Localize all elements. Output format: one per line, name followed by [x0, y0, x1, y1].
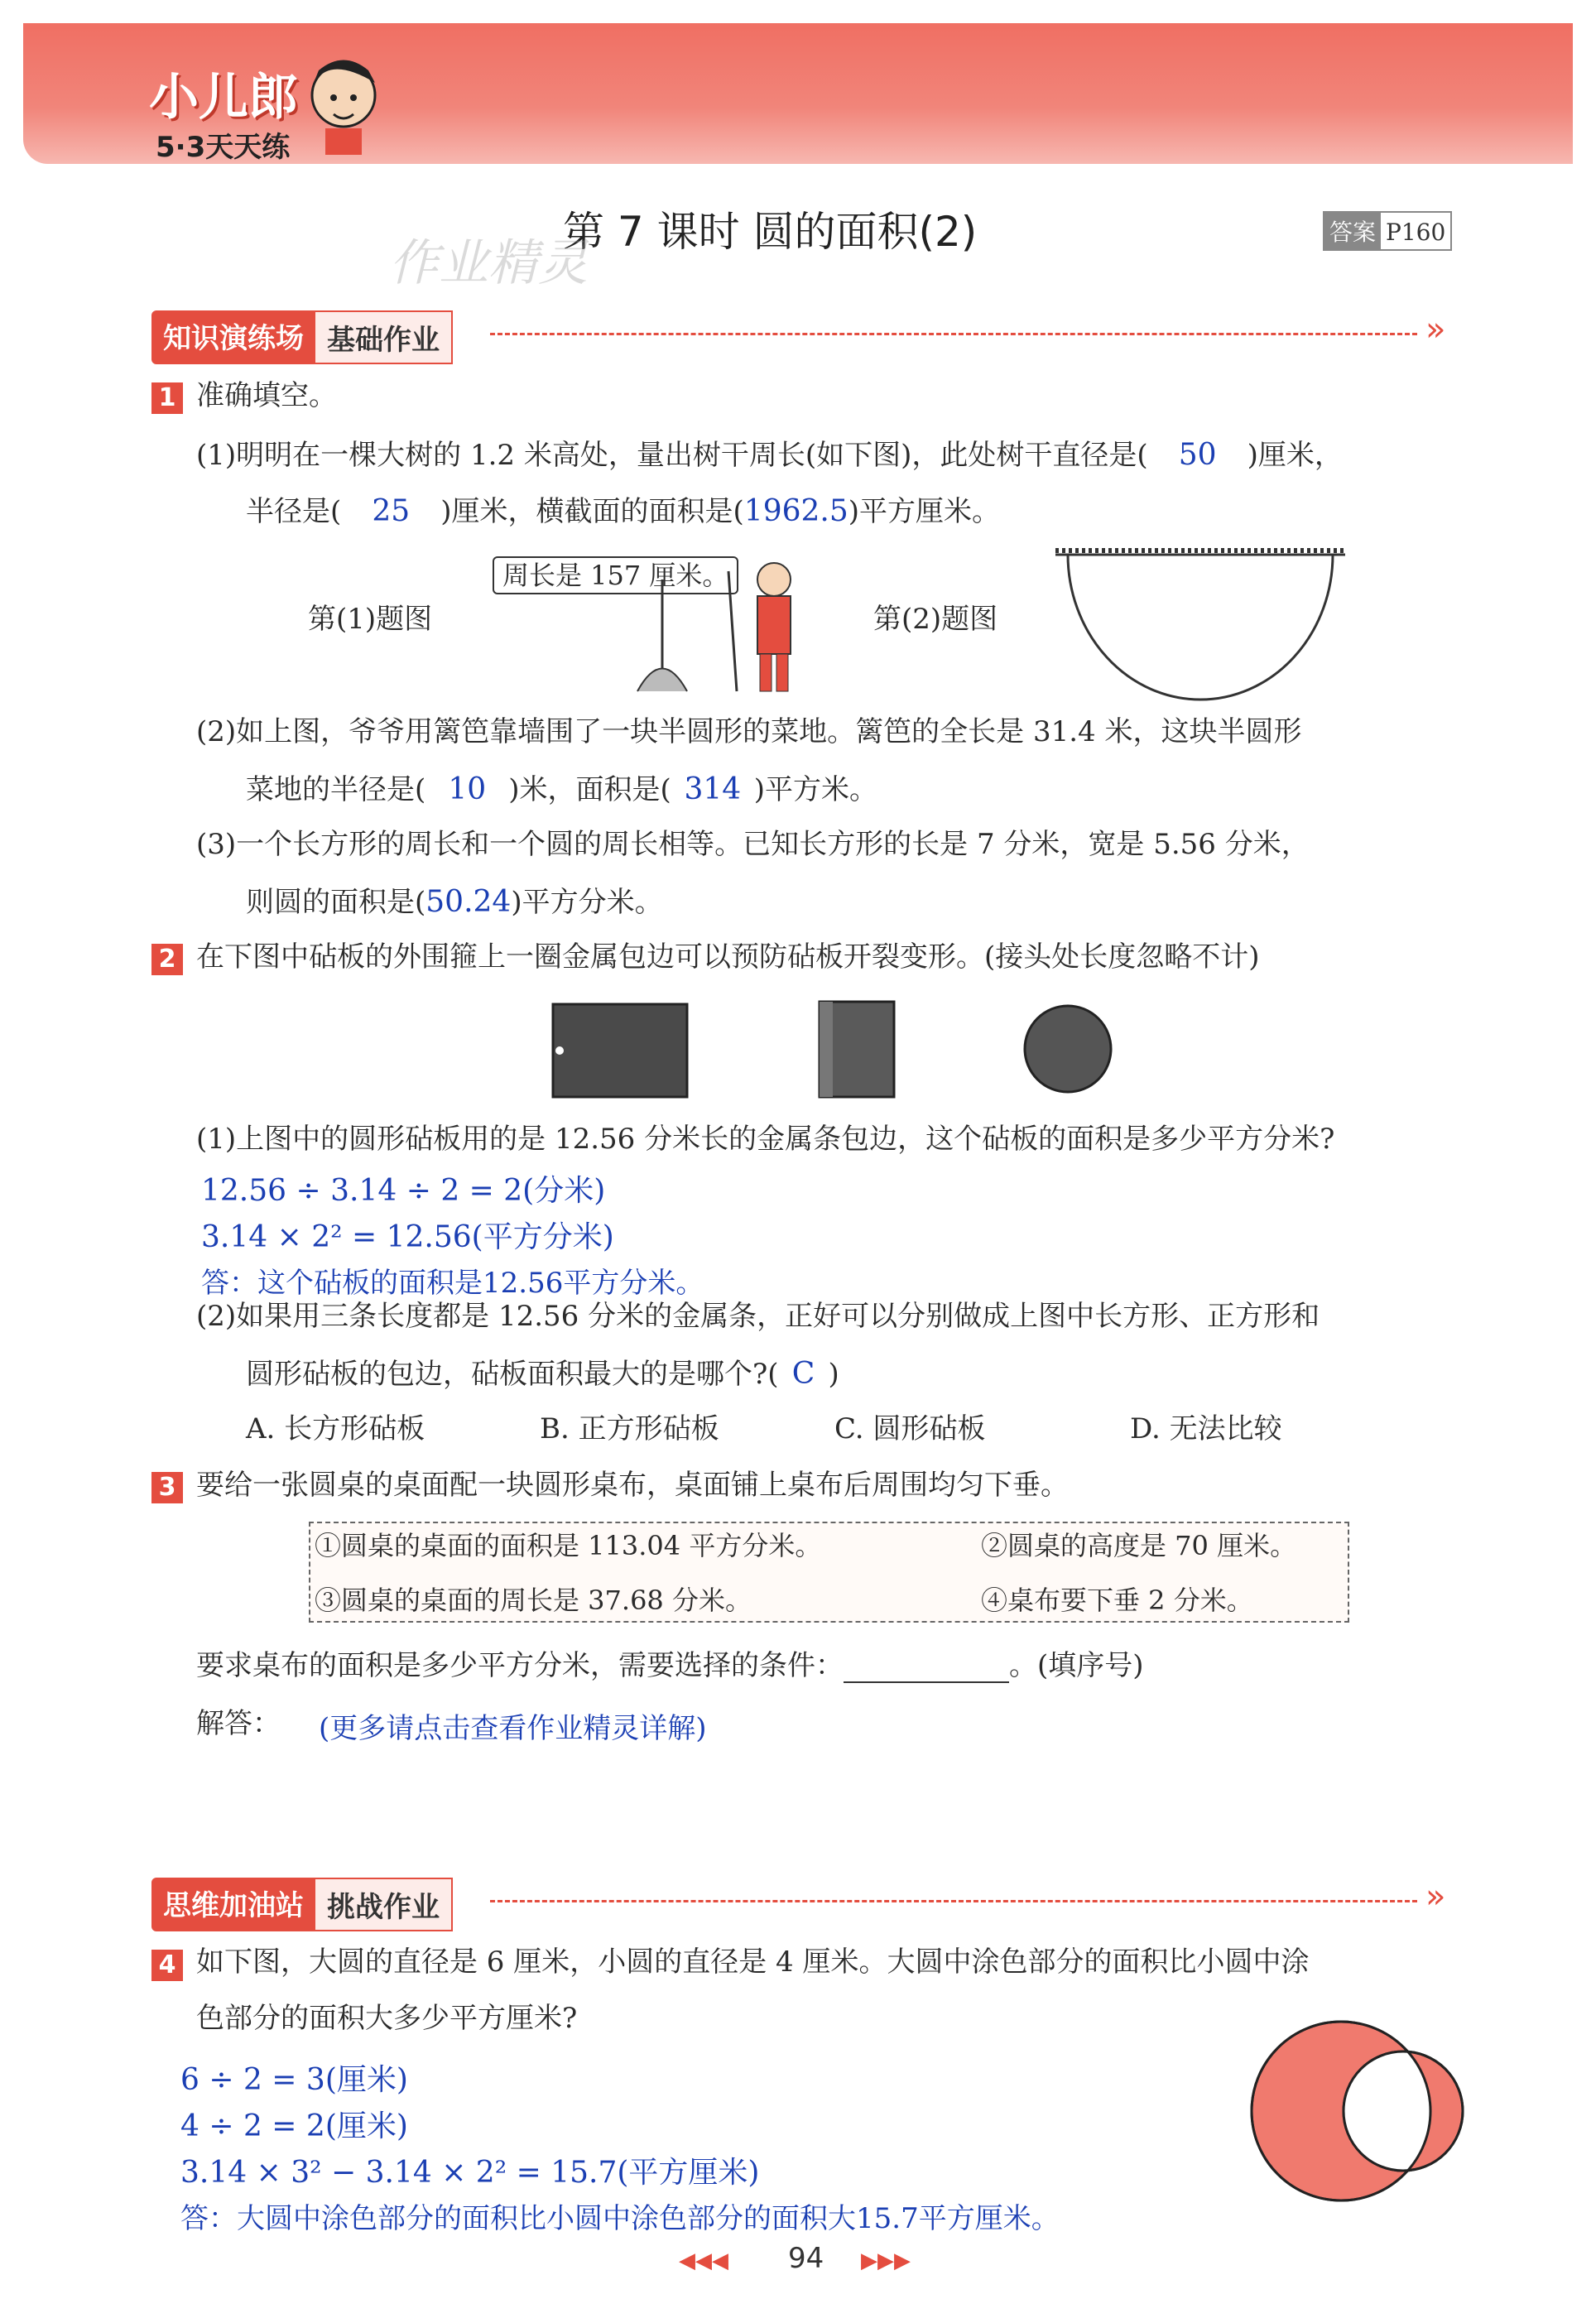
q1-part1-line2: 半径是( 25 )厘米，横截面的面积是(1962.5)平方厘米。 — [246, 494, 1001, 528]
q1-part1-line1: (1)明明在一棵大树的 1.2 米高处，量出树干周长(如下图)，此处树干直径是( 50 )厘米， — [196, 438, 1343, 472]
tree-measuring-boy-illustration — [613, 546, 811, 695]
q2-solution-step1: 12.56 ÷ 3.14 ÷ 2 = 2(分米) — [201, 1174, 606, 1208]
q1-part3-line2: 则圆的面积是(50.24)平方分米。 — [246, 885, 663, 919]
speech-bubble: 周长是 157 厘米。 — [493, 556, 738, 594]
answer-circle-area: 50.24 — [425, 885, 512, 919]
section-header-basic — [151, 310, 453, 364]
view-solution-link[interactable]: (更多请点击查看作业精灵详解) — [319, 1712, 707, 1745]
q1-part3-line1: (3)一个长方形的周长和一个圆的周长相等。已知长方形的长是 7 分米，宽是 5.56 分米， — [196, 828, 1310, 861]
logo-main: 小儿郎 — [149, 69, 298, 127]
q2-solution-answer: 答：这个砧板的面积是12.56平方分米。 — [201, 1267, 704, 1300]
q3-ask: 要求桌布的面积是多少平方分米，需要选择的条件： 。(填序号) — [196, 1649, 1144, 1682]
section-label: 知识演练场 — [151, 310, 315, 364]
watermark: 作业精灵 — [389, 234, 588, 292]
section-sub: 挑战作业 — [315, 1878, 453, 1931]
question-number: 2 — [151, 944, 183, 975]
condition-2: ②圆桌的高度是 70 厘米。 — [981, 1530, 1297, 1561]
q4-solution-step2: 4 ÷ 2 = 2(厘米) — [180, 2109, 408, 2143]
condition-1: ①圆桌的桌面的面积是 113.04 平方分米。 — [315, 1530, 822, 1561]
q1-stem: 准确填空。 — [196, 379, 337, 412]
q4-stem-line2: 色部分的面积大多少平方厘米? — [196, 2002, 578, 2035]
double-chevron-icon: » — [1425, 310, 1446, 349]
answer-area: 1962.5 — [743, 494, 848, 528]
question-number: 4 — [151, 1950, 183, 1981]
question-number: 3 — [151, 1472, 183, 1503]
prev-arrows-icon: ◀◀◀ — [679, 2248, 728, 2273]
next-arrows-icon: ▶▶▶ — [861, 2248, 911, 2273]
answer-radius: 25 — [372, 494, 411, 528]
answer-radius-2: 10 — [448, 772, 487, 806]
answer-diameter: 50 — [1178, 438, 1217, 472]
q2-stem: 在下图中砧板的外围箍上一圈金属包边可以预防砧板开裂变形。(接头处长度忽略不计) — [196, 940, 1260, 974]
section-divider — [490, 333, 1417, 335]
double-chevron-icon: » — [1425, 1878, 1446, 1916]
q2-option-a: A. 长方形砧板 — [246, 1412, 425, 1445]
section-sub: 基础作业 — [315, 310, 453, 364]
section-divider — [490, 1900, 1417, 1902]
mascot-boy-icon — [302, 50, 385, 157]
q3-solution-label: 解答： — [196, 1707, 281, 1740]
logo-sub: 5·3天天练 — [156, 131, 291, 164]
q4-solution-step1: 6 ÷ 2 = 3(厘米) — [180, 2063, 408, 2097]
q1-part2-line1: (2)如上图，爷爷用篱笆靠墙围了一块半圆形的菜地。篱笆的全长是 31.4 米，这块半圆形 — [196, 715, 1302, 748]
cutting-boards-illustration — [546, 998, 1126, 1101]
section-label: 思维加油站 — [151, 1878, 315, 1931]
answer-blank[interactable] — [844, 1652, 1009, 1683]
section-header-challenge — [151, 1878, 453, 1931]
condition-4: ④桌布要下垂 2 分米。 — [981, 1585, 1253, 1616]
q1-part2-line2: 菜地的半径是( 10 )米，面积是( 314 )平方米。 — [246, 772, 878, 806]
q2-solution-step2: 3.14 × 2² = 12.56(平方分米) — [201, 1220, 614, 1254]
lesson-title: 第 7 课时 圆的面积(2) — [563, 208, 978, 256]
q2-option-c: C. 圆形砧板 — [834, 1412, 986, 1445]
semicircle-garden-diagram — [1051, 542, 1349, 716]
answer-area-2: 314 — [684, 772, 742, 806]
answer-key-tag[interactable] — [1323, 211, 1452, 251]
answer-choice: C — [791, 1357, 815, 1391]
q4-stem-line1: 如下图，大圆的直径是 6 厘米，小圆的直径是 4 厘米。大圆中涂色部分的面积比小圆中涂 — [196, 1945, 1310, 1979]
figure2-caption: 第(2)题图 — [873, 603, 998, 636]
q2-part2-line2: 圆形砧板的包边，砧板面积最大的是哪个?( C ) — [246, 1357, 839, 1391]
overlapping-circles-diagram — [1246, 2016, 1486, 2206]
q3-stem: 要给一张圆桌的桌面配一块圆形桌布，桌面铺上桌布后周围均匀下垂。 — [196, 1469, 1069, 1502]
q2-option-b: B. 正方形砧板 — [540, 1412, 719, 1445]
q2-part1: (1)上图中的圆形砧板用的是 12.56 分米长的金属条包边，这个砧板的面积是多少平方分米? — [196, 1123, 1335, 1156]
answer-key-label: 答案 — [1324, 213, 1381, 249]
figure1-caption: 第(1)题图 — [308, 603, 433, 636]
q4-solution-answer: 答：大圆中涂色部分的面积比小圆中涂色部分的面积大15.7平方厘米。 — [180, 2202, 1060, 2235]
condition-3: ③圆桌的桌面的周长是 37.68 分米。 — [315, 1585, 752, 1616]
q2-option-d: D. 无法比较 — [1130, 1412, 1282, 1445]
page-number: 94 — [788, 2242, 824, 2275]
q4-solution-step3: 3.14 × 3² − 3.14 × 2² = 15.7(平方厘米) — [180, 2156, 760, 2190]
answer-key-page: P160 — [1386, 219, 1446, 246]
q2-part2-line1: (2)如果用三条长度都是 12.56 分米的金属条，正好可以分别做成上图中长方形、正方形和 — [196, 1300, 1320, 1333]
question-number: 1 — [151, 382, 183, 414]
